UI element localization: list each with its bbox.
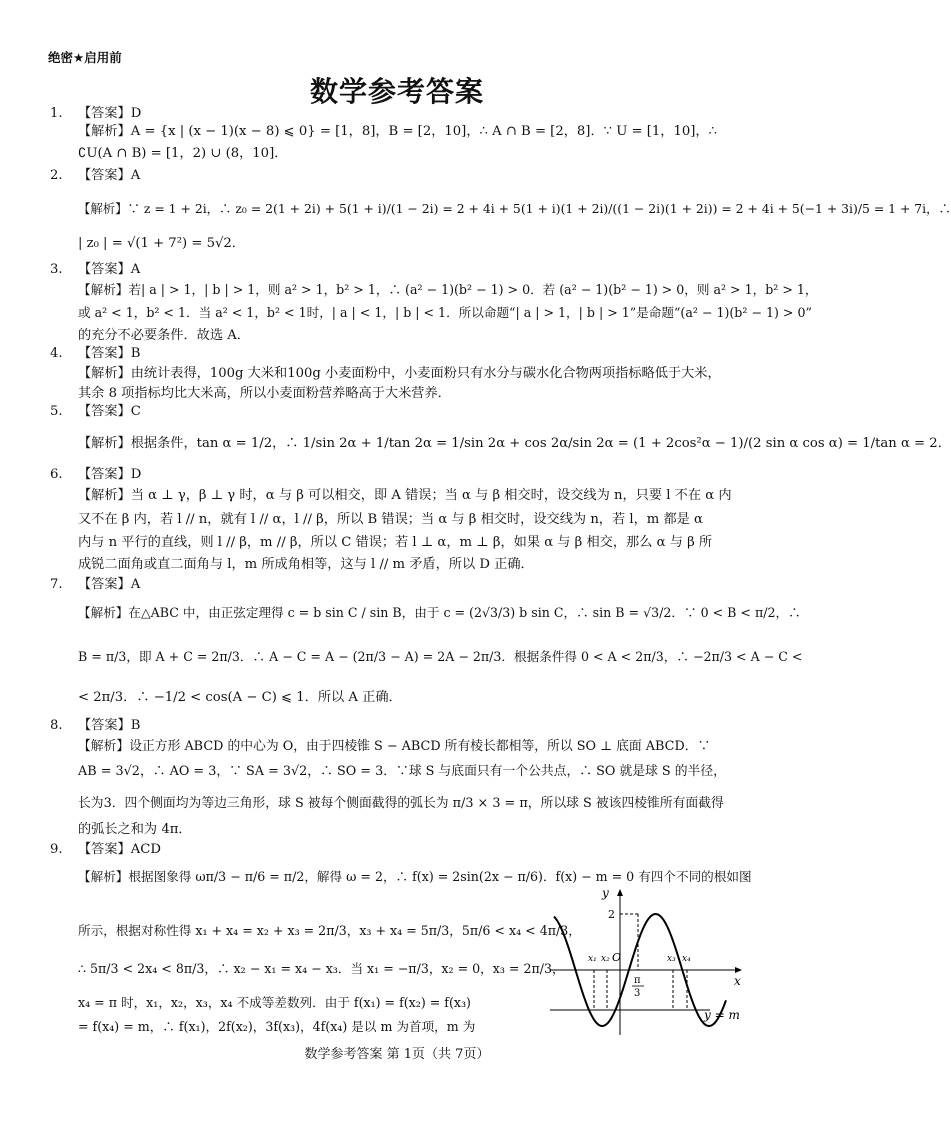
- q2-answer: 【答案】A: [78, 168, 141, 183]
- q9-solution-line-2: 所示，根据对称性得 x₁ + x₄ = x₂ + x₃ = 2π/3，x₃ + x₄ = 5π/3，5π/6 < x₄ < 4π/3，: [78, 923, 581, 938]
- q5-answer: 【答案】C: [78, 404, 141, 419]
- q8-solution-line-4: 的弧长之和为 4π．: [78, 822, 192, 837]
- x1-label: x₁: [588, 954, 597, 964]
- x-axis-label: x: [734, 974, 741, 988]
- max-value-label: 2: [608, 908, 615, 921]
- q8-solution-line-2: AB = 3√2，∴ AO = 3，∵ SA = 3√2，∴ SO = 3．∵球 S 与底面只有一个公共点，∴ SO 就是球 S 的半径，: [78, 764, 726, 779]
- q3-solution-line-2: 或 a² < 1，b² < 1．当 a² < 1，b² < 1时，| a | < 1，| b | < 1．所以命题“| a | > 1，| b | > 1”是命题“(a² − 1)(b² − 1) > 0”: [78, 305, 812, 320]
- sine-graph-figure: [550, 885, 745, 1040]
- q1-solution-line-1: 【解析】A = {x | (x − 1)(x − 8) ⩽ 0} = [1，8]，B = [2，10]，∴ A ∩ B = [2，8]．∵ U = [1，10]，∴: [78, 124, 717, 139]
- q6-solution-line-2: 又不在 β 内，若 l // n，就有 l // α，l // β，所以 B 错误；当 α 与 β 相交时，设交线为 n，若 l，m 都是 α: [78, 512, 703, 527]
- q4-solution-line-2: 其余 8 项指标均比大米高，所以小麦面粉营养略高于大米营养．: [78, 386, 451, 401]
- y-equals-m-label: y = m: [704, 1008, 740, 1022]
- q6-answer: 【答案】D: [78, 467, 142, 482]
- q6-number: 6.: [50, 467, 63, 482]
- q7-answer: 【答案】A: [78, 577, 141, 592]
- q2-solution-line-1: 【解析】∵ z = 1 + 2i，∴ z₀ = 2(1 + 2i) + 5(1 + i)/(1 − 2i) = 2 + 4i + 5(1 + i)(1 + 2i)/((1 − 2i)(1 + 2i)) = 2 + 4i + 5(−1 + 3i)/5 = 1 + 7i，∴: [78, 201, 951, 216]
- q2-number: 2.: [50, 168, 63, 183]
- q4-number: 4.: [50, 346, 63, 361]
- x2-label: x₂: [601, 954, 610, 964]
- q1-number: 1.: [50, 106, 63, 121]
- q8-answer: 【答案】B: [78, 718, 141, 733]
- x3-label: x₃: [667, 954, 676, 964]
- q4-answer: 【答案】B: [78, 346, 141, 361]
- q7-solution-line-3: < 2π/3．∴ −1/2 < cos(A − C) ⩽ 1．所以 A 正确．: [78, 690, 402, 705]
- q6-solution-line-4: 成锐二面角或直二面角与 l，m 所成角相等，这与 l // m 矛盾，所以 D 正确．: [78, 557, 534, 572]
- y-axis-arrow-icon: [617, 889, 623, 896]
- page-title: 数学参考答案: [309, 75, 484, 108]
- q2-solution-line-2: | z₀ | = √(1 + 7²) = 5√2．: [78, 236, 245, 251]
- q6-solution-line-1: 【解析】当 α ⊥ γ，β ⊥ γ 时，α 与 β 可以相交，即 A 错误；当 α 与 β 相交时，设交线为 n，只要 l 不在 α 内: [78, 488, 732, 503]
- q3-number: 3.: [50, 262, 63, 277]
- q9-solution-line-4: x₄ = π 时，x₁，x₂，x₃，x₄ 不成等差数列．由于 f(x₁) = f(x₂) = f(x₃): [78, 995, 471, 1010]
- origin-label: O: [612, 951, 622, 964]
- q9-solution-line-5: = f(x₄) = m，∴ f(x₁)，2f(x₂)，3f(x₃)，4f(x₄) 是以 m 为首项，m 为: [78, 1019, 476, 1034]
- three-label: 3: [634, 988, 641, 999]
- q9-number: 9.: [50, 842, 63, 857]
- q8-solution-line-3: 长为3．四个侧面均为等边三角形，球 S 被每个侧面截得的弧长为 π/3 × 3 = π，所以球 S 被该四棱锥所有面截得: [78, 796, 724, 811]
- pi-label: π: [634, 975, 641, 986]
- q1-answer: 【答案】D: [78, 106, 142, 121]
- q6-solution-line-3: 内与 n 平行的直线，则 l // β，m // β，所以 C 错误；若 l ⊥ α，m ⊥ β，如果 α 与 β 相交，那么 α 与 β 所: [78, 535, 713, 550]
- q3-solution-line-3: 的充分不必要条件．故选 A．: [78, 328, 250, 343]
- q1-solution-line-2: ∁U(A ∩ B) = [1，2) ∪ (8，10]．: [78, 146, 288, 161]
- q9-solution-line-1: 【解析】根据图象得 ωπ/3 − π/6 = π/2，解得 ω = 2，∴ f(x) = 2sin(2x − π/6)．f(x) − m = 0 有四个不同的根如图: [78, 869, 752, 884]
- q7-solution-line-1: 【解析】在△ABC 中，由正弦定理得 c = b sin C / sin B，由于 c = (2√3/3) b sin C，∴ sin B = √3/2．∵ 0 < B < π/2，∴: [78, 605, 801, 620]
- y-axis-label: y: [602, 886, 609, 900]
- x4-label: x₄: [682, 954, 691, 964]
- q9-solution-line-3: ∴ 5π/3 < 2x₄ < 8π/3，∴ x₂ − x₁ = x₄ − x₃．当 x₁ = −π/3，x₂ = 0，x₃ = 2π/3，: [78, 961, 565, 976]
- q3-solution-line-1: 【解析】若| a | > 1，| b | > 1，则 a² > 1，b² > 1，∴ (a² − 1)(b² − 1) > 0．若 (a² − 1)(b² − 1) > 0，则 a² > 1，b² > 1，: [78, 282, 818, 297]
- q7-solution-line-2: B = π/3，即 A + C = 2π/3．∴ A − C = A − (2π/3 − A) = 2A − 2π/3．根据条件得 0 < A < 2π/3，∴ −2π/3 < A − C <: [78, 649, 803, 664]
- q5-number: 5.: [50, 404, 63, 419]
- q9-answer: 【答案】ACD: [78, 842, 161, 857]
- q3-answer: 【答案】A: [78, 262, 141, 277]
- q8-number: 8.: [50, 718, 63, 733]
- confidential-label: 绝密★启用前: [48, 50, 122, 65]
- q5-solution-line-1: 【解析】根据条件，tan α = 1/2，∴ 1/sin 2α + 1/tan 2α = 1/sin 2α + cos 2α/sin 2α = (1 + 2cos²α − 1)/(2 sin α cos α) = 1/tan α = 2．: [78, 436, 951, 451]
- page-footer: 数学参考答案 第 1页（共 7页）: [304, 1047, 490, 1062]
- x-axis-arrow-icon: [735, 967, 742, 973]
- q4-solution-line-1: 【解析】由统计表得，100g 大米和100g 小麦面粉中，小麦面粉只有水分与碳水化合物两项指标略低于大米，: [78, 366, 721, 381]
- q8-solution-line-1: 【解析】设正方形 ABCD 的中心为 O，由于四棱锥 S − ABCD 所有棱长都相等，所以 SO ⊥ 底面 ABCD．∵: [78, 739, 711, 754]
- q7-number: 7.: [50, 577, 63, 592]
